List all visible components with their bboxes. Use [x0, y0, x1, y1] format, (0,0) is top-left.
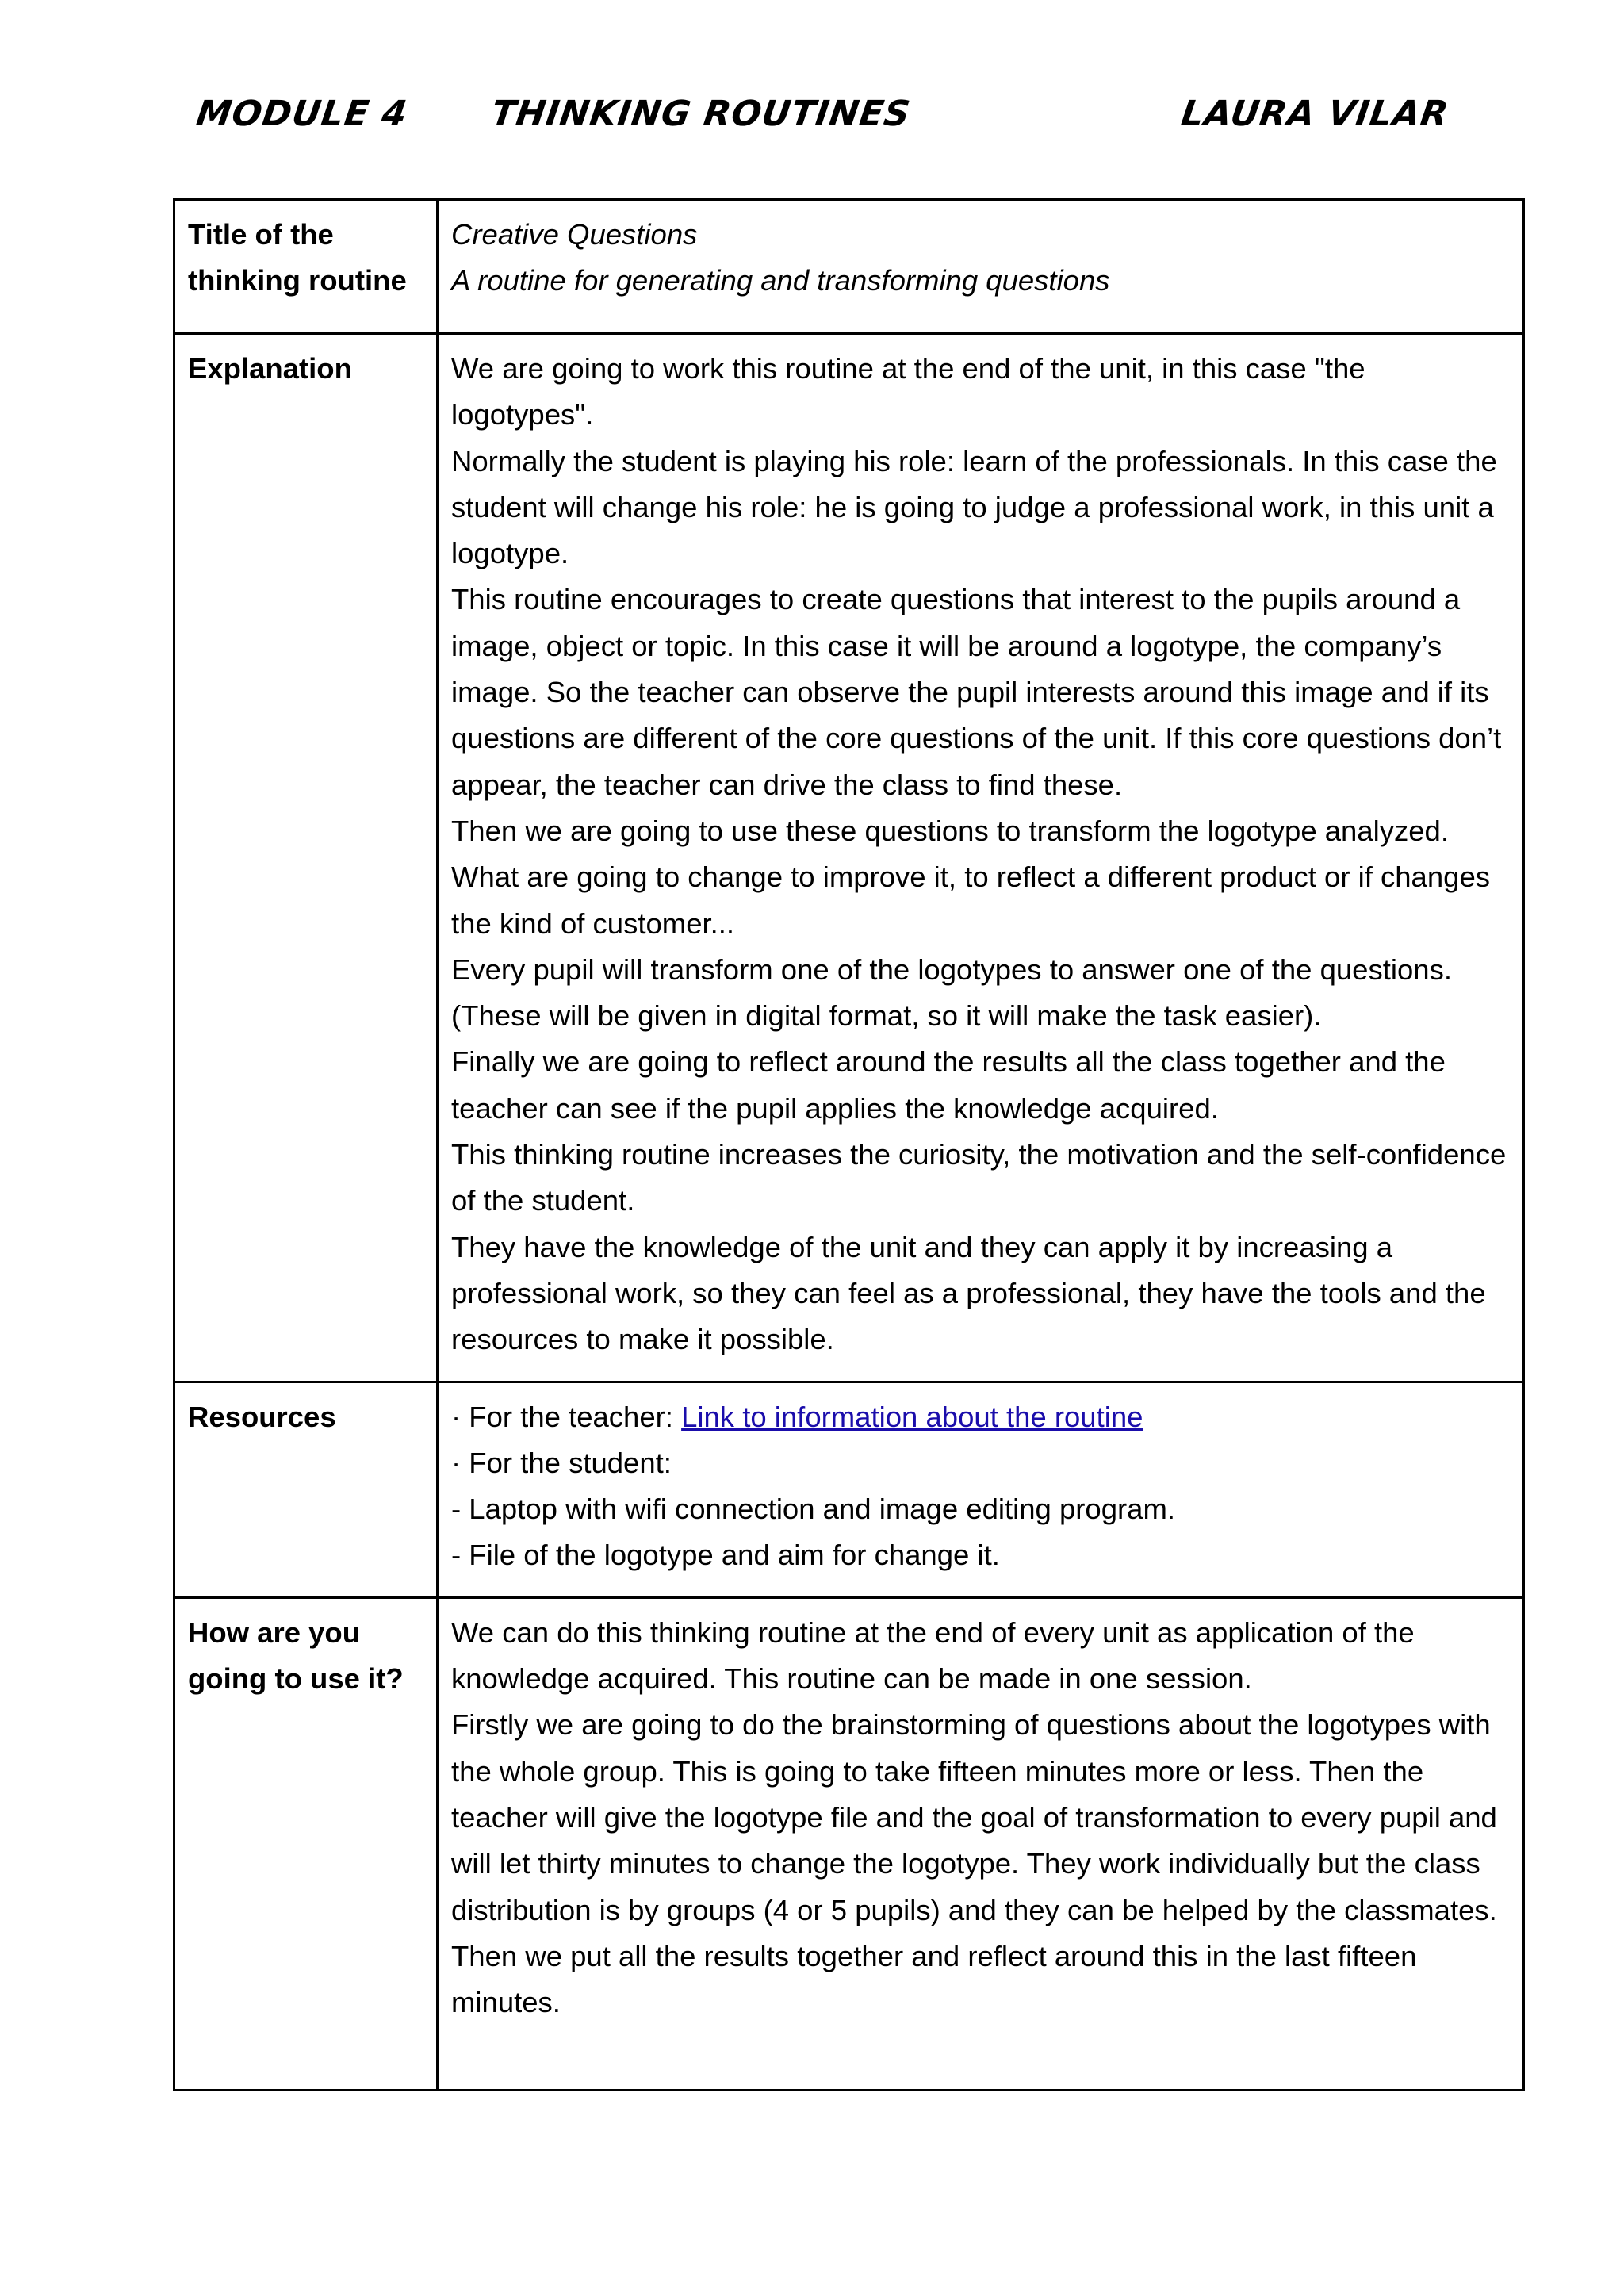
routine-subtitle: A routine for generating and transforming questions: [451, 264, 1110, 297]
title-label: Title of the thinking routine: [174, 200, 438, 334]
usage-cell: [438, 1597, 1524, 2090]
student-resource-item: - File of the logotype and aim for change it.: [451, 1539, 1000, 1572]
explanation-paragraph: This thinking routine increases the curiosity, the motivation and the self-confidence of the student.: [451, 1138, 1507, 1217]
resources-label: Resources: [174, 1382, 438, 1597]
resources-cell: [438, 1382, 1524, 1597]
module-heading: MODULE 4: [193, 94, 411, 134]
routine-name: Creative Questions: [451, 218, 698, 251]
topic-heading: THINKING ROUTINES: [488, 94, 914, 134]
usage-paragraph: We can do this thinking routine at the end of every unit as application of the knowledge acquired. This routine can be made in one session.: [451, 1616, 1415, 1696]
title-row: [174, 200, 1524, 334]
teacher-resource-prefix: · For the teacher:: [451, 1400, 682, 1433]
student-resource-prefix: · For the student:: [451, 1446, 672, 1479]
student-resource-item: - Laptop with wifi connection and image editing program.: [451, 1493, 1176, 1526]
explanation-row: [174, 334, 1524, 1382]
resources-row: [174, 1382, 1524, 1597]
usage-paragraph: Then we put all the results together and reflect around this in the last fifteen minutes.: [451, 1939, 1417, 2019]
explanation-cell: [438, 334, 1524, 1382]
usage-paragraph: Firstly we are going to do the brainstorming of questions about the logotypes with the whole group. This is going to take fifteen minutes more or less. Then the teacher will give the logotype file and the goal of transformation to every pupil and will let thirty minutes to change the logotype. They work individually but the class distribution is by groups (4 or 5 pupils) and they can be helped by the classmates.: [451, 1708, 1497, 1926]
explanation-paragraph: Finally we are going to reflect around the results all the class together and the teacher can see if the pupil applies the knowledge acquired.: [451, 1045, 1446, 1125]
explanation-paragraph: Then we are going to use these questions to transform the logotype analyzed. What are going to change to improve it, to reflect a different product or if changes the kind of customer...: [451, 814, 1491, 940]
usage-row: [174, 1597, 1524, 2090]
explanation-paragraph: We are going to work this routine at the end of the unit, in this case "the logotypes".: [451, 352, 1365, 431]
routine-info-link[interactable]: Link to information about the routine: [681, 1400, 1143, 1433]
routine-table: [173, 198, 1525, 2091]
explanation-paragraph: This routine encourages to create questions that interest to the pupils around a image, object or topic. In this case it will be around a logotype, the company’s image. So the teacher can observe the pupil interests around this image and if its questions are different of the core questions of the unit. If this core questions don’t appear, the teacher can drive the class to find these.: [451, 583, 1502, 801]
teacher-resource: [451, 1394, 1510, 1440]
author-heading: LAURA VILAR: [1178, 94, 1452, 134]
explanation-paragraph: Every pupil will transform one of the logotypes to answer one of the questions. (These will be given in digital format, so it will make the task easier).: [451, 953, 1452, 1033]
explanation-paragraph: They have the knowledge of the unit and they can apply it by increasing a professional work, so they can feel as a professional, they have the tools and the resources to make it possible.: [451, 1230, 1486, 1356]
explanation-paragraph: Normally the student is playing his role: learn of the professionals. In this case the student will change his role: he is going to judge a professional work, in this unit a logotype.: [451, 444, 1497, 570]
explanation-label: Explanation: [174, 334, 438, 1382]
title-cell: [438, 200, 1524, 334]
usage-label: How are you going to use it?: [174, 1597, 438, 2090]
